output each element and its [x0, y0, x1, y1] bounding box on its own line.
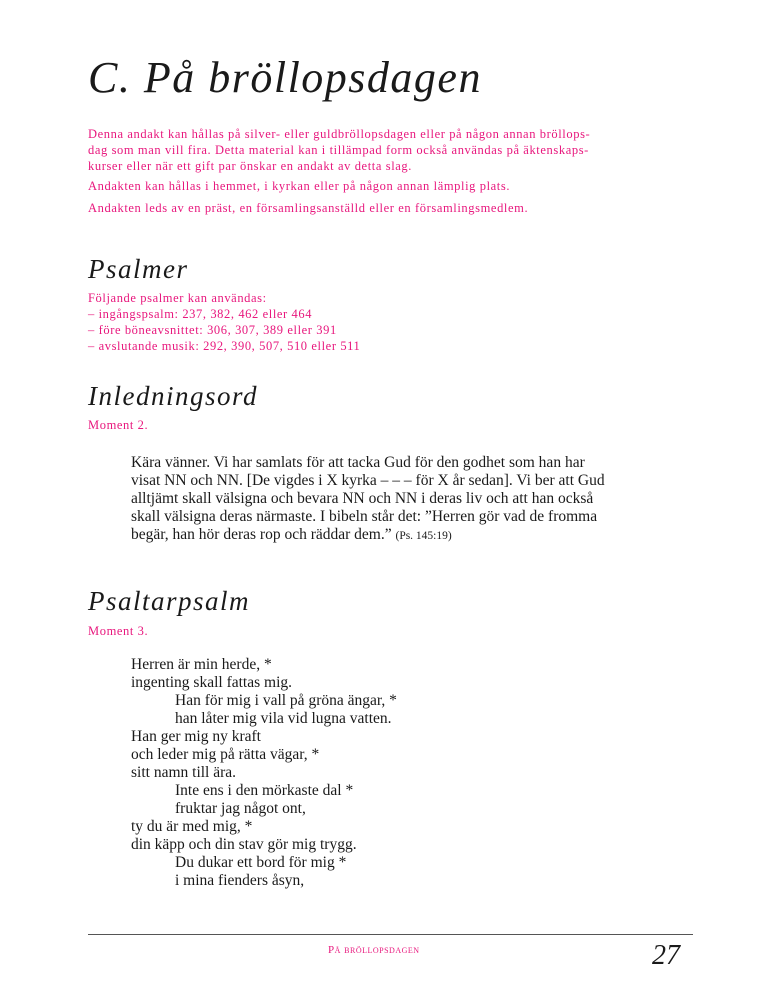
footer-divider	[88, 934, 693, 935]
text-line: Kära vänner. Vi har samlats för att tacka Gud för den godhet som han har	[131, 454, 585, 471]
psalm-line: ingenting skall fattas mig.	[131, 674, 293, 691]
inledningsord-text	[131, 454, 681, 545]
psalm-line: Inte ens i den mörkaste dal *	[175, 782, 354, 799]
psalm-line: Han för mig i vall på gröna ängar, *	[175, 692, 397, 709]
psalm-line: och leder mig på rätta vägar, *	[131, 746, 320, 763]
text-line: alltjämt skall välsigna och bevara NN och NN i deras liv och att han också	[131, 490, 594, 507]
intro-paragraph-1	[88, 126, 694, 174]
psalm-line: fruktar jag något ont,	[175, 800, 306, 817]
psalm-text	[131, 656, 397, 890]
bible-reference: (Ps. 145:19)	[395, 530, 452, 542]
psalm-line: ty du är med mig, *	[131, 818, 253, 835]
inledningsord-moment: Moment 2.	[88, 418, 149, 432]
psaltarpsalm-moment: Moment 3.	[88, 624, 149, 638]
psalm-line: din käpp och din stav gör mig trygg.	[131, 836, 357, 853]
running-title: På bröllopsdagen	[328, 944, 420, 956]
intro-line: kurser eller när ett gift par önskar en andakt av detta slag.	[88, 159, 412, 173]
text-line: skall välsigna deras närmaste. I bibeln står det: ”Herren gör vad de fromma	[131, 508, 598, 525]
intro-paragraph-3: Andakten leds av en präst, en församlingsanställd eller en församlingsmedlem.	[88, 201, 529, 215]
psalmer-list	[88, 290, 360, 354]
psalmer-heading: Psalmer	[88, 254, 189, 284]
psaltarpsalm-heading: Psaltarpsalm	[88, 586, 251, 616]
text-line: visat NN och NN. [De vigdes i X kyrka – – – för X år sedan]. Vi ber att Gud	[131, 472, 605, 489]
psalm-line: Han ger mig ny kraft	[131, 728, 261, 745]
page-title: C. På bröllopsdagen	[88, 53, 482, 102]
text-fragment: begär, han hör deras rop och räddar dem.”	[131, 526, 392, 543]
inledningsord-heading: Inledningsord	[88, 381, 258, 411]
psalm-line: i mina fienders åsyn,	[175, 872, 305, 889]
psalm-line: sitt namn till ära.	[131, 764, 237, 781]
intro-paragraph-2: Andakten kan hållas i hemmet, i kyrkan eller på någon annan lämplig plats.	[88, 179, 511, 193]
page-number: 27	[652, 940, 680, 971]
psalm-line: Du dukar ett bord för mig *	[175, 854, 347, 871]
text-line	[131, 526, 681, 545]
intro-line: Denna andakt kan hållas på silver- eller guldbröllopsdagen eller på någon annan bröllops-	[88, 127, 591, 141]
intro-line: dag som man vill fira. Detta material kan i tillämpad form också användas på äktenskaps-	[88, 143, 589, 157]
psalm-line: han låter mig vila vid lugna vatten.	[175, 710, 392, 727]
psalmer-line: – ingångspsalm: 237, 382, 462 eller 464	[88, 307, 313, 321]
psalmer-line: – före böneavsnittet: 306, 307, 389 eller 391	[88, 323, 337, 337]
psalm-line: Herren är min herde, *	[131, 656, 272, 673]
psalmer-line: – avslutande musik: 292, 390, 507, 510 eller 511	[88, 339, 361, 353]
psalmer-line: Följande psalmer kan användas:	[88, 291, 267, 305]
